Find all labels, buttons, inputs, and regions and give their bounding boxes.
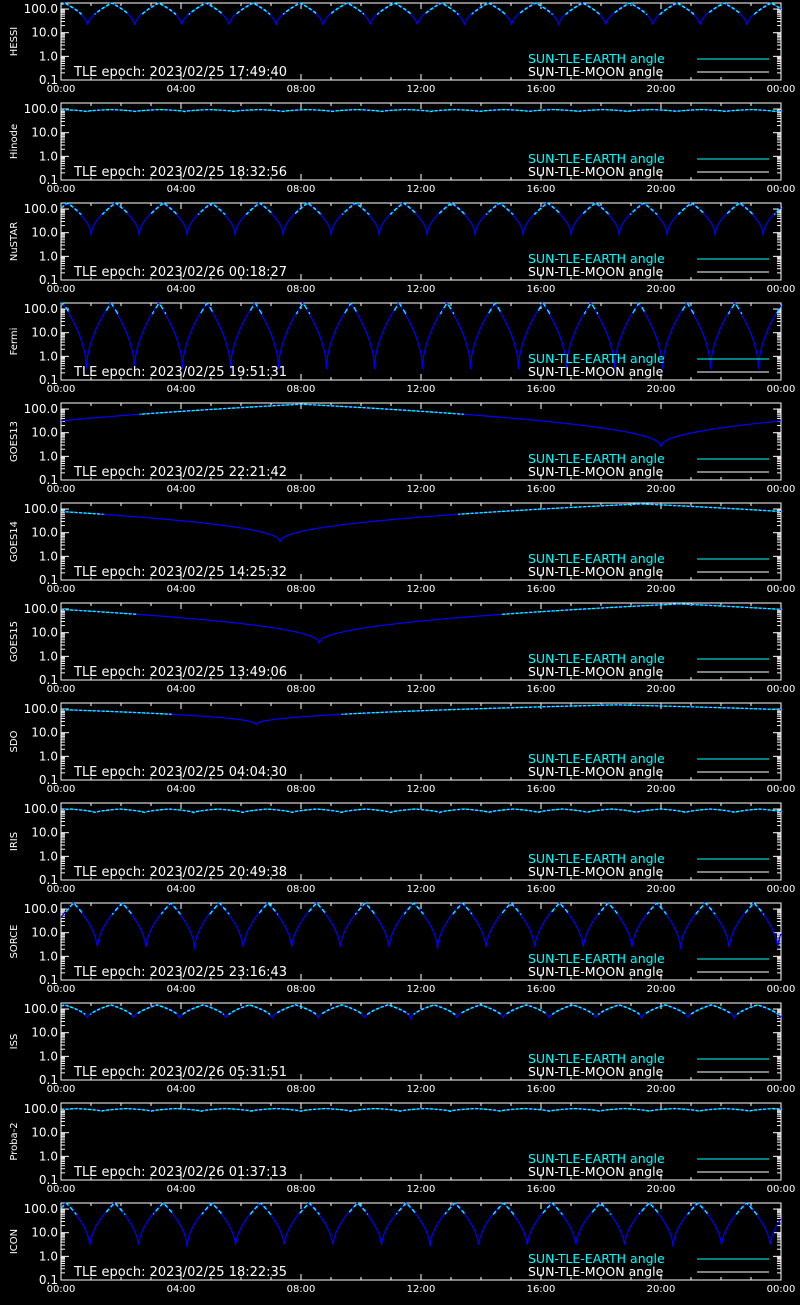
- x-tick-label: 12:00: [406, 884, 436, 895]
- x-tick-label: 08:00: [286, 784, 316, 795]
- tle-epoch-label: TLE epoch: 2023/02/26 00:18:27: [74, 265, 288, 280]
- sun-earth-angle-series: [61, 404, 781, 447]
- satellite-label: Hinode: [9, 123, 20, 160]
- x-tick-label: 12:00: [406, 584, 436, 595]
- legend-earth-label: SUN-TLE-EARTH angle: [528, 551, 665, 566]
- y-tick-label: 0.1: [38, 73, 58, 87]
- sun-earth-angle-series: [61, 604, 781, 644]
- x-tick-label: 04:00: [166, 1284, 196, 1295]
- y-tick-label: 1.0: [38, 249, 58, 264]
- y-tick-label: 100.0: [23, 802, 58, 817]
- x-tick-label: 16:00: [526, 784, 556, 795]
- legend-moon-label: SUN-TLE-MOON angle: [528, 1264, 664, 1279]
- x-tick-label: 20:00: [646, 1184, 676, 1195]
- y-tick-label: 10.0: [31, 925, 58, 940]
- panel-sorce: [9, 902, 795, 995]
- panel-hessi: [9, 2, 795, 95]
- y-tick-label: 100.0: [23, 202, 58, 217]
- legend-moon-label: SUN-TLE-MOON angle: [528, 564, 664, 579]
- x-tick-label: 00:00: [46, 84, 76, 95]
- tle-epoch-label: TLE epoch: 2023/02/25 20:49:38: [74, 865, 288, 880]
- y-tick-label: 1.0: [38, 949, 58, 964]
- y-tick-label: 1.0: [38, 1049, 58, 1064]
- legend-moon-label: SUN-TLE-MOON angle: [528, 964, 664, 979]
- y-tick-label: 100.0: [23, 902, 58, 917]
- y-tick-label: 0.1: [38, 273, 58, 287]
- sun-earth-angle-series: [61, 504, 781, 542]
- legend-earth-label: SUN-TLE-EARTH angle: [528, 951, 665, 966]
- x-tick-label: 20:00: [646, 784, 676, 795]
- tle-epoch-label: TLE epoch: 2023/02/25 17:49:40: [74, 65, 288, 80]
- tle-epoch-label: TLE epoch: 2023/02/25 18:32:56: [74, 165, 288, 180]
- y-tick-label: 1.0: [38, 749, 58, 764]
- y-tick-label: 100.0: [23, 702, 58, 717]
- x-tick-label: 12:00: [406, 284, 436, 295]
- x-tick-label: 20:00: [646, 484, 676, 495]
- panel-hinode: [9, 102, 795, 195]
- x-tick-label: 00:00: [46, 984, 76, 995]
- x-tick-label: 04:00: [166, 884, 196, 895]
- y-tick-label: 10.0: [31, 625, 58, 640]
- y-tick-label: 0.1: [38, 673, 58, 687]
- x-tick-label: 00:00: [766, 584, 796, 595]
- x-tick-label: 16:00: [526, 984, 556, 995]
- x-tick-label: 04:00: [166, 984, 196, 995]
- x-tick-label: 08:00: [286, 1184, 316, 1195]
- x-tick-label: 12:00: [406, 184, 436, 195]
- legend-earth-label: SUN-TLE-EARTH angle: [528, 751, 665, 766]
- x-tick-label: 16:00: [526, 84, 556, 95]
- x-tick-label: 04:00: [166, 484, 196, 495]
- y-tick-label: 0.1: [38, 1273, 58, 1287]
- x-tick-label: 00:00: [46, 1284, 76, 1295]
- x-tick-label: 00:00: [46, 1184, 76, 1195]
- satellite-label: Proba-2: [9, 1122, 20, 1161]
- x-tick-label: 08:00: [286, 484, 316, 495]
- panel-icon: [9, 1202, 795, 1295]
- x-tick-label: 20:00: [646, 684, 676, 695]
- y-tick-label: 1.0: [38, 449, 58, 464]
- sun-earth-angle-highlight: [140, 404, 464, 414]
- y-tick-label: 0.1: [38, 173, 58, 187]
- x-tick-label: 04:00: [166, 184, 196, 195]
- y-tick-label: 10.0: [31, 125, 58, 140]
- y-tick-label: 100.0: [23, 602, 58, 617]
- x-tick-label: 04:00: [166, 1084, 196, 1095]
- legend-moon-label: SUN-TLE-MOON angle: [528, 64, 664, 79]
- x-tick-label: 00:00: [46, 584, 76, 595]
- satellite-label: SDO: [9, 730, 20, 753]
- sun-earth-angle-highlight: [61, 604, 782, 614]
- panel-fermi: [9, 302, 795, 395]
- x-tick-label: 12:00: [406, 684, 436, 695]
- x-tick-label: 12:00: [406, 1284, 436, 1295]
- tle-epoch-label: TLE epoch: 2023/02/25 14:25:32: [74, 565, 288, 580]
- panel-goes13: [9, 402, 795, 495]
- legend-earth-label: SUN-TLE-EARTH angle: [528, 151, 665, 166]
- y-tick-label: 10.0: [31, 25, 58, 40]
- x-tick-label: 00:00: [766, 84, 796, 95]
- sun-earth-angle-highlight: [61, 3, 782, 14]
- y-tick-label: 0.1: [38, 1173, 58, 1187]
- x-tick-label: 00:00: [46, 484, 76, 495]
- x-tick-label: 04:00: [166, 284, 196, 295]
- legend-earth-label: SUN-TLE-EARTH angle: [528, 251, 665, 266]
- x-tick-label: 00:00: [766, 1284, 796, 1295]
- panel-iris: [9, 802, 795, 895]
- x-tick-label: 20:00: [646, 984, 676, 995]
- x-tick-label: 08:00: [286, 584, 316, 595]
- legend-moon-label: SUN-TLE-MOON angle: [528, 364, 664, 379]
- legend-earth-label: SUN-TLE-EARTH angle: [528, 851, 665, 866]
- legend-moon-label: SUN-TLE-MOON angle: [528, 764, 664, 779]
- x-tick-label: 08:00: [286, 184, 316, 195]
- x-tick-label: 04:00: [166, 684, 196, 695]
- satellite-label: GOES14: [9, 520, 20, 563]
- x-tick-label: 04:00: [166, 584, 196, 595]
- sun-earth-angle-highlight: [61, 705, 782, 714]
- x-tick-label: 00:00: [766, 1084, 796, 1095]
- legend-earth-label: SUN-TLE-EARTH angle: [528, 1151, 665, 1166]
- y-tick-label: 0.1: [38, 1073, 58, 1087]
- x-tick-label: 00:00: [766, 784, 796, 795]
- x-tick-label: 12:00: [406, 1084, 436, 1095]
- panel-goes15: [9, 602, 795, 695]
- x-tick-label: 16:00: [526, 284, 556, 295]
- x-tick-label: 00:00: [766, 284, 796, 295]
- tle-epoch-label: TLE epoch: 2023/02/26 01:37:13: [74, 1165, 288, 1180]
- x-tick-label: 00:00: [46, 1084, 76, 1095]
- y-tick-label: 1.0: [38, 549, 58, 564]
- x-tick-label: 04:00: [166, 84, 196, 95]
- x-tick-label: 20:00: [646, 184, 676, 195]
- tle-epoch-label: TLE epoch: 2023/02/25 19:51:31: [74, 365, 288, 380]
- y-tick-label: 10.0: [31, 225, 58, 240]
- y-tick-label: 0.1: [38, 373, 58, 387]
- satellite-label: ICON: [9, 1228, 20, 1255]
- x-tick-label: 00:00: [766, 684, 796, 695]
- x-tick-label: 16:00: [526, 184, 556, 195]
- tle-epoch-label: TLE epoch: 2023/02/25 04:04:30: [74, 765, 288, 780]
- sun-earth-angle-highlight: [61, 303, 782, 313]
- y-tick-label: 10.0: [31, 1125, 58, 1140]
- x-tick-label: 04:00: [166, 384, 196, 395]
- sun-earth-angle-highlight: [61, 504, 782, 514]
- y-tick-label: 0.1: [38, 773, 58, 787]
- y-tick-label: 0.1: [38, 873, 58, 887]
- legend-moon-label: SUN-TLE-MOON angle: [528, 1164, 664, 1179]
- satellite-label: GOES15: [9, 620, 20, 663]
- x-tick-label: 16:00: [526, 884, 556, 895]
- x-tick-label: 20:00: [646, 884, 676, 895]
- satellite-label: Fermi: [9, 327, 20, 356]
- y-tick-label: 10.0: [31, 525, 58, 540]
- legend-earth-label: SUN-TLE-EARTH angle: [528, 1251, 665, 1266]
- x-tick-label: 00:00: [46, 284, 76, 295]
- x-tick-label: 12:00: [406, 484, 436, 495]
- x-tick-label: 08:00: [286, 684, 316, 695]
- legend-moon-label: SUN-TLE-MOON angle: [528, 664, 664, 679]
- satellite-label: HESSI: [9, 26, 20, 57]
- x-tick-label: 20:00: [646, 1084, 676, 1095]
- x-tick-label: 08:00: [286, 84, 316, 95]
- x-tick-label: 20:00: [646, 284, 676, 295]
- satellite-label: IRIS: [9, 831, 20, 852]
- x-tick-label: 12:00: [406, 784, 436, 795]
- x-tick-label: 08:00: [286, 1284, 316, 1295]
- y-tick-label: 10.0: [31, 825, 58, 840]
- satellite-label: NuSTAR: [9, 221, 20, 262]
- tle-epoch-label: TLE epoch: 2023/02/25 18:22:35: [74, 1265, 288, 1280]
- x-tick-label: 00:00: [766, 884, 796, 895]
- x-tick-label: 00:00: [766, 184, 796, 195]
- x-tick-label: 16:00: [526, 1184, 556, 1195]
- x-tick-label: 00:00: [46, 784, 76, 795]
- x-tick-label: 16:00: [526, 684, 556, 695]
- y-tick-label: 10.0: [31, 425, 58, 440]
- x-tick-label: 04:00: [166, 784, 196, 795]
- y-tick-label: 10.0: [31, 1225, 58, 1240]
- y-tick-label: 100.0: [23, 502, 58, 517]
- y-tick-label: 10.0: [31, 325, 58, 340]
- sun-earth-angle-highlight: [61, 809, 782, 813]
- y-tick-label: 1.0: [38, 149, 58, 164]
- x-tick-label: 08:00: [286, 384, 316, 395]
- x-tick-label: 08:00: [286, 984, 316, 995]
- sun-earth-angle-series: [61, 903, 781, 949]
- y-tick-label: 100.0: [23, 1002, 58, 1017]
- panel-proba-2: [9, 1102, 795, 1195]
- x-tick-label: 12:00: [406, 84, 436, 95]
- x-tick-label: 16:00: [526, 1284, 556, 1295]
- legend-moon-label: SUN-TLE-MOON angle: [528, 864, 664, 879]
- x-tick-label: 00:00: [766, 1184, 796, 1195]
- tle-epoch-label: TLE epoch: 2023/02/25 13:49:06: [74, 665, 288, 680]
- tle-epoch-label: TLE epoch: 2023/02/26 05:31:51: [74, 1065, 288, 1080]
- panel-nustar: [9, 202, 795, 295]
- legend-earth-label: SUN-TLE-EARTH angle: [528, 1051, 665, 1066]
- x-tick-label: 12:00: [406, 1184, 436, 1195]
- y-tick-label: 10.0: [31, 1025, 58, 1040]
- x-tick-label: 20:00: [646, 84, 676, 95]
- y-tick-label: 1.0: [38, 349, 58, 364]
- y-tick-label: 0.1: [38, 973, 58, 987]
- x-tick-label: 00:00: [46, 684, 76, 695]
- x-tick-label: 08:00: [286, 284, 316, 295]
- y-tick-label: 100.0: [23, 302, 58, 317]
- x-tick-label: 16:00: [526, 584, 556, 595]
- y-tick-label: 1.0: [38, 1249, 58, 1264]
- x-tick-label: 16:00: [526, 384, 556, 395]
- x-tick-label: 00:00: [46, 884, 76, 895]
- y-tick-label: 100.0: [23, 2, 58, 17]
- y-tick-label: 1.0: [38, 849, 58, 864]
- sun-earth-angle-highlight: [61, 110, 782, 112]
- panel-sdo: [9, 702, 795, 795]
- legend-earth-label: SUN-TLE-EARTH angle: [528, 651, 665, 666]
- x-tick-label: 12:00: [406, 384, 436, 395]
- sun-earth-angle-highlight: [61, 1109, 782, 1112]
- legend-moon-label: SUN-TLE-MOON angle: [528, 1064, 664, 1079]
- y-tick-label: 100.0: [23, 1102, 58, 1117]
- tle-epoch-label: TLE epoch: 2023/02/25 23:16:43: [74, 965, 288, 980]
- legend-earth-label: SUN-TLE-EARTH angle: [528, 451, 665, 466]
- x-tick-label: 20:00: [646, 1284, 676, 1295]
- legend-earth-label: SUN-TLE-EARTH angle: [528, 51, 665, 66]
- x-tick-label: 04:00: [166, 1184, 196, 1195]
- satellite-label: GOES13: [9, 420, 20, 463]
- sun-earth-angle-series: [61, 303, 781, 369]
- legend-moon-label: SUN-TLE-MOON angle: [528, 264, 664, 279]
- x-tick-label: 16:00: [526, 1084, 556, 1095]
- x-tick-label: 08:00: [286, 1084, 316, 1095]
- x-tick-label: 12:00: [406, 984, 436, 995]
- sun-earth-angle-highlight: [61, 1203, 757, 1214]
- x-tick-label: 00:00: [46, 184, 76, 195]
- y-tick-label: 0.1: [38, 573, 58, 587]
- satellite-label: SORCE: [9, 924, 20, 959]
- legend-moon-label: SUN-TLE-MOON angle: [528, 464, 664, 479]
- x-tick-label: 00:00: [766, 984, 796, 995]
- satellite-label: ISS: [9, 1033, 20, 1050]
- x-tick-label: 00:00: [766, 484, 796, 495]
- y-tick-label: 100.0: [23, 1202, 58, 1217]
- y-tick-label: 100.0: [23, 402, 58, 417]
- y-tick-label: 1.0: [38, 49, 58, 64]
- y-tick-label: 1.0: [38, 1149, 58, 1164]
- y-tick-label: 10.0: [31, 725, 58, 740]
- x-tick-label: 08:00: [286, 884, 316, 895]
- y-tick-label: 100.0: [23, 102, 58, 117]
- tle-epoch-label: TLE epoch: 2023/02/25 22:21:42: [74, 465, 288, 480]
- y-tick-label: 1.0: [38, 649, 58, 664]
- panel-goes14: [9, 502, 795, 595]
- x-tick-label: 20:00: [646, 384, 676, 395]
- x-tick-label: 16:00: [526, 484, 556, 495]
- x-tick-label: 00:00: [766, 384, 796, 395]
- y-tick-label: 0.1: [38, 473, 58, 487]
- x-tick-label: 00:00: [46, 384, 76, 395]
- x-tick-label: 20:00: [646, 584, 676, 595]
- legend-earth-label: SUN-TLE-EARTH angle: [528, 351, 665, 366]
- panel-iss: [9, 1002, 795, 1095]
- legend-moon-label: SUN-TLE-MOON angle: [528, 164, 664, 179]
